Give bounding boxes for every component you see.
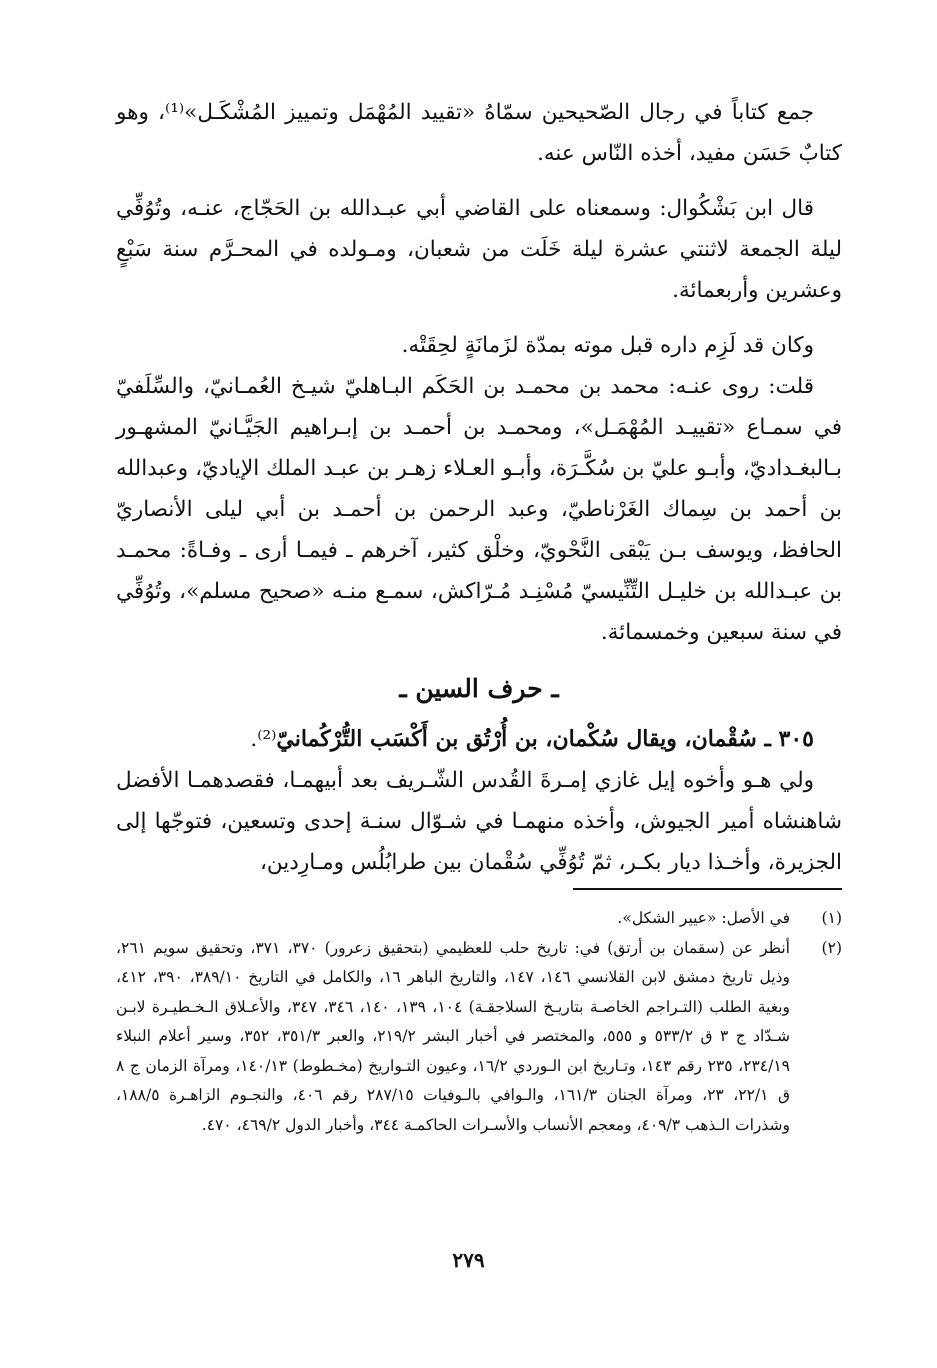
page-number: ٢٧٩ [452, 1248, 485, 1272]
footnote-text: أنظر عن (سقمان بن أرتق) في: تاريخ حلب للعظيمي (بتحقيق زعرور) ٣٧٠، ٣٧١، وتحقيق سويم ٢٦١، وذيل تاريخ دمشق لابن القلانسي ١٤٦، ١٤٧، والتاريخ الباهر ١٦، والكامل في التاريخ ٣٨٩/١٠، ٣٩٠، ٤١٢، وبغية الطلب (التـراجم الخاصـة بتاريـخ السلاجقـة) ١٠٤، ١٣٩، ١٤٠، ٣٤٦، ٣٤٧، والأعـلاق الـخـطيـرة لابـن شـدّاد ج ٣ ق ٥٣٣/٢ و ٥٥٥، والمختصر في أخبار البشر ٢١٩/٢، والعبر ٣٥١/٣، ٣٥٢، وسير أعلام النبلاء ٢٣٤/١٩، ٢٣٥ رقم ١٤٣، وتـاريخ ابن الـوردي ١٦/٢، وعيون التـواريخ (مخـطوط) ١٤٠/١٣، ومرآة الزمان ج ٨ ق ٢٢/١، ٢٣، ومرآة الجنان ١٦١/٣، والـوافي بالـوفيات ٢٨٧/١٥ رقم ٤٠٦، والنجـوم الزاهـرة ١٨٨/٥، وشذرات الـذهب ٤٠٩/٣، ومعجم الأنساب والأسـرات الحاكمـة ٣٤٤، وأخبار الدول ٤٦٩/٢، ٤٧٠. [116, 938, 791, 1134]
entry-text: ولي هـو وأخوه إيل غازي إمـرةَ القُدس الشّـريف بعد أبيهمـا، فقصدهمـا الأفضل شاهنشاه أمير الجيوش، وأخذه منهمـا في شـوّال سنـة إحدى وتسعين، فتوجّها إلى الجزيرة، وأخـذا ديار بكـر، ثمّ تُوُفِّي سُقْمان بين طرابُلُس ومـارِدين، [116, 768, 842, 875]
entry-note-ref: ⁽²⁾ [257, 727, 277, 752]
footnotes [116, 904, 842, 1140]
entry-heading: ٣٠٥ ـ سُقْمان، ويقال سُكْمان، بن أُرْتُق بن أَكْسَب التُّرْكُمانيّ⁽²⁾. [250, 726, 814, 752]
paragraph-3: وكان قد لَزِم داره قبل موته بمدّة لزَمانَةٍ لحِقَتْه. [401, 333, 814, 358]
footnote-number: (٢) [821, 938, 842, 957]
footnote-divider [573, 888, 842, 890]
paragraph-1: جمع كتاباً في رجال الصّحيحين سمّاهُ «تقييد المُهْمَل وتمييز المُشْكَـل»⁽¹⁾، وهو كتابٌ حَسَن مفيد، أخذه النّاس عنه. [116, 100, 842, 166]
footnote-1 [116, 904, 842, 934]
paragraph-4: قلت: روى عنـه: محمد بن محمـد بن الحَكَم البـاهليّ شيـخ العُمـانيّ، والسِّلَفيّ في سمـاع «تقييـد المُهْمَـل»، ومحمـد بن أحمـد بن إبـراهيم الجَيَّـانيّ المشهـور بـالبغـداديّ، وأبـو عليّ بن سُكَّـرَة، وأبـو العـلاء زهـر بن عبـد الملك الإياديّ، وعبدالله بن أحمد بن سِماك الغَرْناطيّ، وعبد الرحمن بن أحمـد بن أبي ليلى الأنصاريّ الحافظ، ويوسف بـن يَبْقى النَّحْويّ، وخلْق كثير، آخرهم ـ فيمـا أرى ـ وفـاةً: محمـد بن عبـدالله بن خليـل التِّنِّيسيّ مُسْنِـد مُـرّاكش، سمـع منـه «صحيح مسلم»، وتُوُفِّي في سنة سبعين وخمسمائة. [116, 374, 842, 645]
entry-title: ٣٠٥ ـ سُقْمان، ويقال سُكْمان، بن أُرْتُق بن أَكْسَب التُّرْكُمانيّ [276, 726, 814, 752]
footnote-text: في الأصل: «عيير الشكل». [617, 909, 790, 927]
main-text [116, 92, 842, 883]
section-title: ـ حرف السين ـ [399, 674, 559, 703]
paragraph-2: قال ابن بَشْكُوال: وسمعناه على القاضي أبي عبـدالله بن الحَجّاج، عنـه، وتُوُفِّي ليلة الجمعة لاثنتي عشرة ليلة خَلَت من شعبان، ومـولده في المحـرَّم سنة سَبْعٍ وعشرين وأربعمائة. [116, 196, 842, 303]
footnote-number: (١) [821, 909, 842, 927]
footnote-2 [116, 934, 842, 1141]
